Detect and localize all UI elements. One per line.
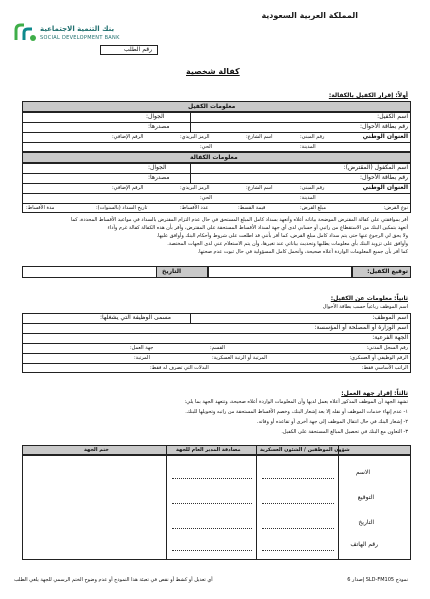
employee-number-label: الرقم الوظيفي أو العسكري: [349, 355, 408, 361]
employer-declaration-line-3: ٢- إشعار البنك في حال انتقال الموظف إلى جهة أخرى أو تقاعده أو وفاته. [256, 419, 408, 425]
row-label-name: الاسم [355, 469, 370, 476]
country-name: المملكة العربية السعودية [261, 11, 358, 20]
ministry-label: اسم الوزارة أو المصلحة أو المؤسسة: [314, 324, 408, 331]
sub-entity-label: الجهة الفرعية: [372, 334, 408, 341]
declaration-line-4: وأوافق على تزويد البنك بأي معلومات يطلبها وتحديث بياناتي عند تغيرها، وأن يتم الاستعلام عني لدى الجهات المختصة. [167, 241, 408, 247]
borrower-postal-label: الرمز البريدي: [180, 185, 210, 191]
guarantor-city-label: المدينة: [300, 144, 316, 150]
section3-heading: ثالثاً: إقرار جهة العمل: [341, 390, 408, 397]
guarantor-date-field[interactable] [22, 266, 156, 278]
loan-amount-label: مبلغ القرض: [300, 205, 327, 211]
page-title: كفالة شخصية [186, 67, 240, 76]
borrower-extra-number-label: الرقم الإضافي: [112, 185, 144, 191]
employer-declaration-line-2: ١- عدم إنهاء خدمات الموظف أو نقله إلا بعد إشعار البنك، وخصم الأقساط المستحقة من راتبه وتحويلها للبنك. [185, 409, 408, 415]
employer-declaration-line-1: تشهد الجهة أن الموظف المذكور أعلاه يعمل لديها وأن المعلومات الواردة أعلاه صحيحة، وتتعهد الجهة بما يلي: [184, 399, 408, 405]
director-column-header: مصادقة المدير العام للجهة [176, 447, 241, 453]
repayment-years-label: تاريخ السداد (بالسنوات): [96, 205, 148, 211]
employer-declaration-line-4: ٣- التعاون مع البنك في تحصيل المبالغ المستحقة على الكفيل. [281, 429, 408, 435]
basic-salary-label: الراتب الأساسي فقط: [361, 365, 408, 371]
guarantor-street-label: اسم الشارع: [246, 134, 273, 140]
allowances-label: البدلات التي تصرف له فقط: [150, 365, 209, 371]
row-label-phone: رقم الهاتف [350, 541, 378, 548]
installment-value-label: قيمة القسط: [238, 205, 266, 211]
borrower-building-label: رقم المبنى: [300, 185, 325, 191]
guarantor-district-label: الحي: [200, 144, 212, 150]
bank-logo [12, 22, 38, 44]
guarantor-info-title: معلومات الكفيل [188, 103, 236, 110]
declaration-line-5: كما أقر بأن جميع المعلومات الواردة أعلاه صحيحة، وأتحمل كامل المسؤولية في حال ثبوت عدم صحتها. [197, 249, 408, 255]
section2-heading: ثانياً: معلومات عن الكفيل: [330, 295, 408, 302]
guarantor-mobile-label: الجوال: [146, 113, 165, 120]
guarantor-signature-label: توقيع الكفيل: [367, 268, 408, 275]
borrower-district-label: الحي: [200, 195, 212, 201]
section2-subheading: اسم الموظف رباعياً حسب بطاقة الأحوال [322, 304, 408, 310]
request-number-label: رقم الطلب [124, 46, 152, 53]
borrower-mobile-label: الجوال: [148, 164, 167, 171]
bank-logo-icon [12, 22, 38, 44]
stamp-column-header: ختم الجهة [84, 447, 109, 453]
borrower-name-label: اسم المكفول (المقترض): [343, 164, 408, 171]
guarantor-building-label: رقم المبنى: [300, 134, 325, 140]
row-label-signature: التوقيع [357, 494, 374, 501]
bank-name-en: SOCIAL DEVELOPMENT BANK [40, 35, 120, 41]
employee-name-label: اسم الموظف: [372, 314, 408, 321]
guarantor-name-label: اسم الكفيل: [377, 113, 408, 120]
guarantor-address-label: العنوان الوطني [362, 133, 408, 140]
borrower-city-label: المدينة: [300, 195, 316, 201]
section1-heading: أولاً: إقرار الكفيل بالكفالة: [328, 92, 408, 99]
guarantor-signature-field[interactable] [208, 266, 352, 278]
declaration-line-3: ولا يحق لي الرجوع عنها حتى يتم سداد كامل مبلغ القرض، كما أقر بأنني قد اطلعت على شروط وأحكام البنك وأوافق عليها. [156, 233, 408, 239]
civil-id-label: رقم السجل المدني: [366, 345, 408, 351]
bank-name-ar: بنك التنمية الاجتماعية [40, 25, 115, 33]
department-label: القسم: [210, 345, 225, 351]
guarantor-postal-label: الرمز البريدي: [180, 134, 210, 140]
borrower-info-title: معلومات الكفالة [190, 154, 238, 161]
employer-label: جهة العمل: [130, 345, 154, 351]
row-label-date: التاريخ [358, 519, 374, 526]
installment-period-label: مدة الأقساط: [26, 205, 55, 211]
hr-column-header: شؤون الموظفين / الشئون العسكرية [260, 447, 350, 453]
borrower-street-label: اسم الشارع: [246, 185, 273, 191]
guarantor-date-label: التاريخ [162, 268, 182, 275]
footer-note: أي تعديل أو كشط أو نقص في تعبئة هذا النموذج أو عدم وضوح الختم الرسمي للجهة يلغي الطلب [14, 577, 213, 583]
borrower-id-label: رقم بطاقة الأحوال: [359, 174, 408, 181]
grade-rank-label: المرتبة أو الرتبة العسكرية: [212, 355, 268, 361]
loan-type-label: نوع القرض: [383, 205, 408, 211]
guarantor-extra-number-label: الرقم الإضافي: [112, 134, 144, 140]
borrower-address-label: العنوان الوطني [362, 184, 408, 191]
grade-label: المرتبة: [134, 355, 150, 361]
guarantor-id-label: رقم بطاقة الأحوال: [359, 123, 408, 130]
declaration-line-1: أقر بموافقتي على كفالة المقترض الموضحة بياناته أعلاه وأتعهد بسداد كامل المبلغ المستحق في حال عدم التزام المقترض بالسداد في مواعيد الأقساط المحددة، كما [70, 217, 408, 223]
declaration-line-2: أتعهد بتمكين البنك من الاستقطاع من راتبي أو حسابي لدى أي جهة لسداد الأقساط المستحقة على المقترض، وأقر بأن هذه الكفالة كفالة غرم وأداء [107, 225, 408, 231]
hr-signature-cell[interactable] [257, 456, 337, 559]
stamp-cell[interactable] [23, 456, 165, 559]
director-signature-cell[interactable] [167, 456, 255, 559]
borrower-id-source-label: مصدرها: [148, 174, 170, 181]
job-title-label: مسمى الوظيفة التي يشغلها: [100, 314, 172, 321]
installments-count-label: عدد الأقساط: [180, 205, 209, 211]
form-code: نموذج SLD-FM105 إصدار 6 [347, 577, 408, 583]
guarantor-id-source-label: مصدرها: [148, 123, 170, 130]
